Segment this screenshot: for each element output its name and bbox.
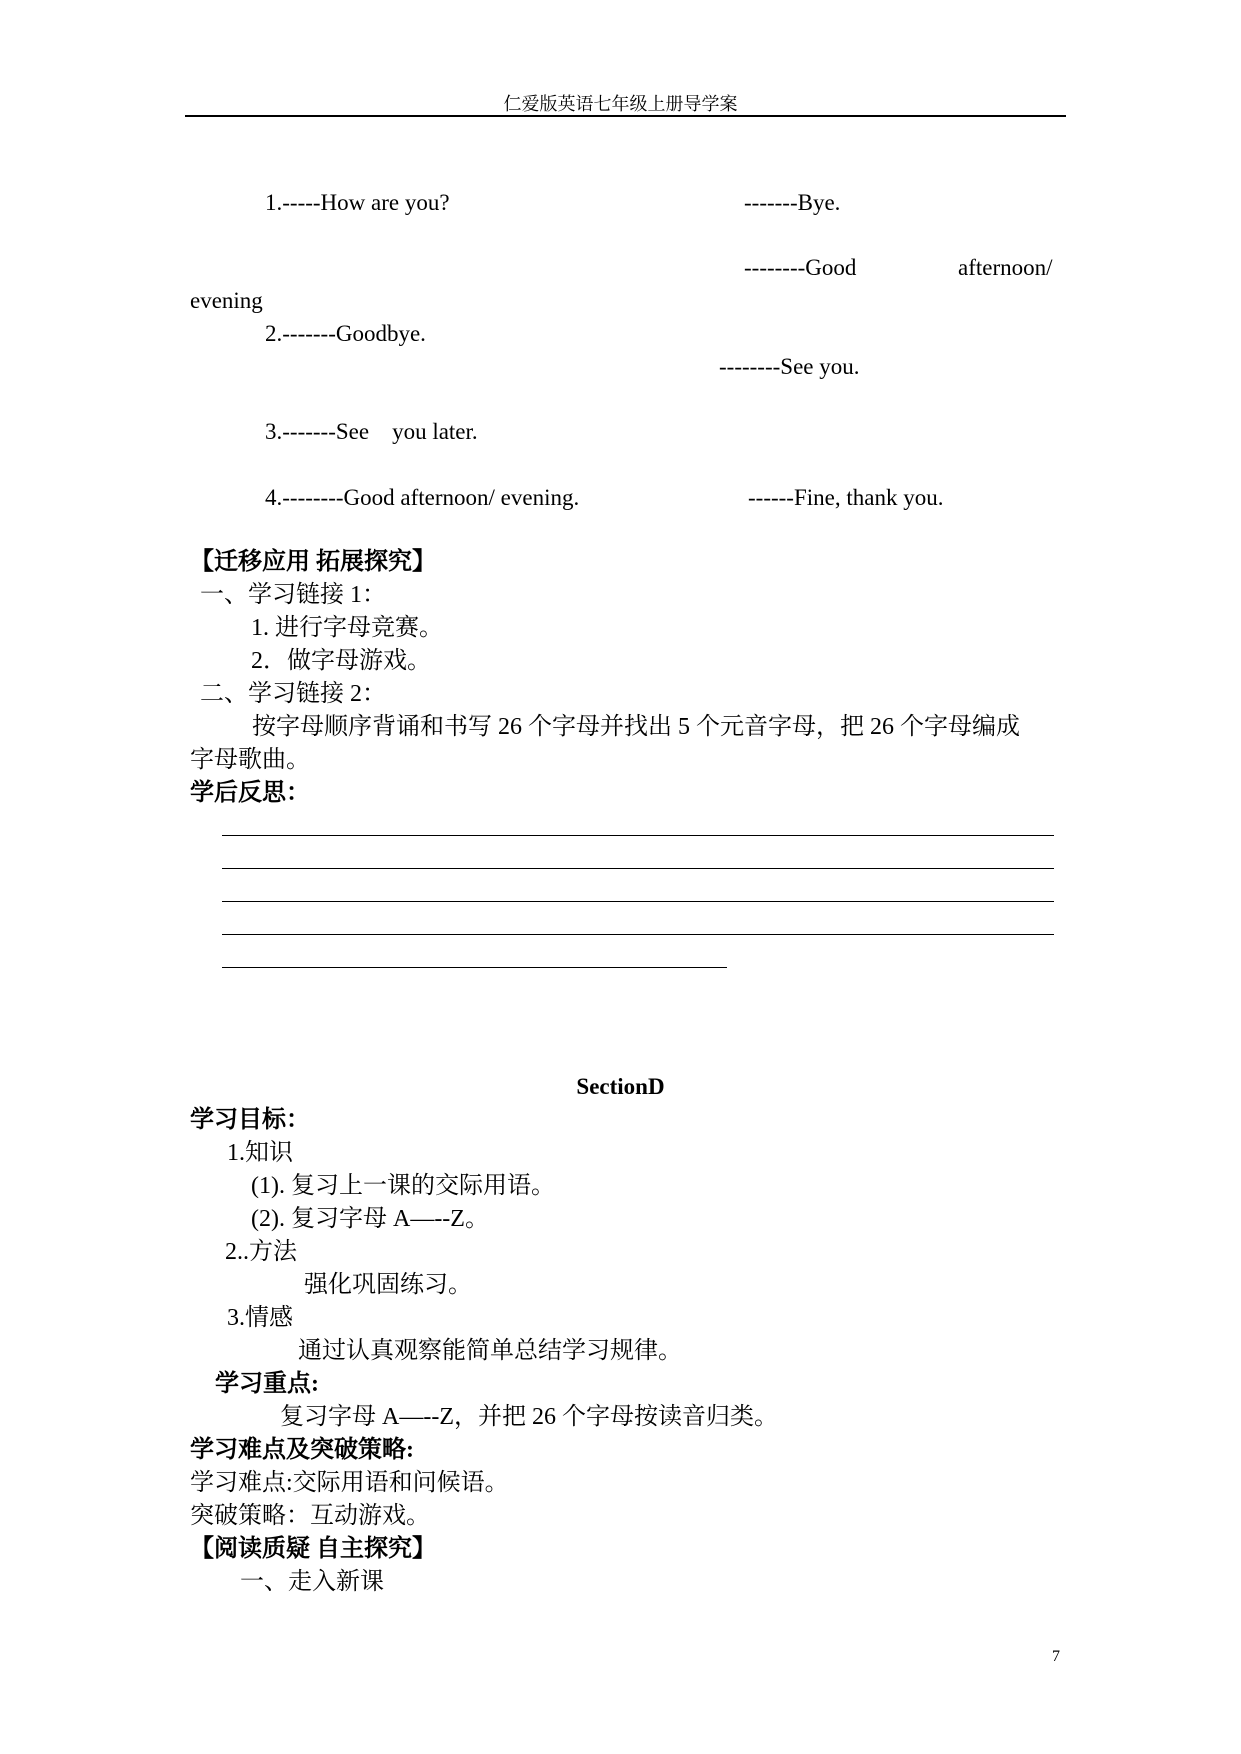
reflection-line-4: [222, 934, 1054, 935]
match-right-1: -------Bye.: [744, 190, 841, 215]
difficulty-heading: 学习难点及突破策略:: [190, 1437, 414, 1463]
goals-heading: 学习目标：: [190, 1107, 310, 1133]
goal-k1: (1). 复习上一课的交际用语。: [251, 1173, 555, 1199]
header-rule: [185, 115, 1066, 117]
section-d-title: SectionD: [576, 1074, 665, 1099]
page-header-title: 仁爱版英语七年级上册导学案: [503, 94, 738, 114]
link1-item1: 1. 进行字母竞赛。: [251, 615, 443, 641]
goal-method: 2..方法: [225, 1239, 297, 1265]
link1-title: 一、学习链接 1：: [200, 582, 386, 608]
reflection-line-5: [222, 967, 727, 968]
link2-title: 二、学习链接 2：: [200, 681, 386, 707]
new-lesson: 一、走入新课: [240, 1569, 384, 1595]
goal-emotion-text: 通过认真观察能简单总结学习规律。: [298, 1338, 682, 1364]
match-left-1: 1.-----How are you?: [265, 190, 450, 215]
goal-k2: (2). 复习字母 A—--Z。: [251, 1206, 489, 1232]
strategy-text: 突破策略：互动游戏。: [190, 1503, 430, 1529]
match-right-3: --------See you.: [719, 354, 860, 379]
link1-item2: 2．做字母游戏。: [251, 648, 431, 674]
link2-text-line1: 按字母顺序背诵和书写 26 个字母并找出 5 个元音字母，把 26 个字母编成: [252, 714, 1020, 740]
link2-text-line2: 字母歌曲。: [190, 747, 310, 773]
match-left-2: 2.-------Goodbye.: [265, 321, 426, 346]
difficulty-text: 学习难点:交际用语和问候语。: [190, 1470, 509, 1496]
page-number: 7: [1052, 1648, 1060, 1665]
focus-heading: 学习重点:: [215, 1371, 319, 1397]
focus-text: 复习字母 A—--Z，并把 26 个字母按读音归类。: [280, 1404, 778, 1430]
match-left-4: 4.--------Good afternoon/ evening.: [265, 485, 580, 510]
goal-knowledge: 1.知识: [227, 1140, 293, 1166]
match-right-2a: --------Good: [744, 255, 857, 280]
goal-emotion: 3.情感: [227, 1305, 293, 1331]
match-right-2c: evening: [190, 288, 263, 313]
match-right-4: ------Fine, thank you.: [748, 485, 944, 510]
reflection-line-2: [222, 868, 1054, 869]
extension-heading: 【迁移应用 拓展探究】: [190, 549, 436, 575]
reflection-heading: 学后反思：: [190, 780, 310, 806]
reflection-line-3: [222, 901, 1054, 902]
reading-heading: 【阅读质疑 自主探究】: [190, 1536, 436, 1562]
reflection-line-1: [222, 835, 1054, 836]
match-right-2b: afternoon/: [958, 255, 1053, 280]
match-left-3: 3.-------See you later.: [265, 419, 478, 444]
goal-method-text: 强化巩固练习。: [304, 1272, 472, 1298]
